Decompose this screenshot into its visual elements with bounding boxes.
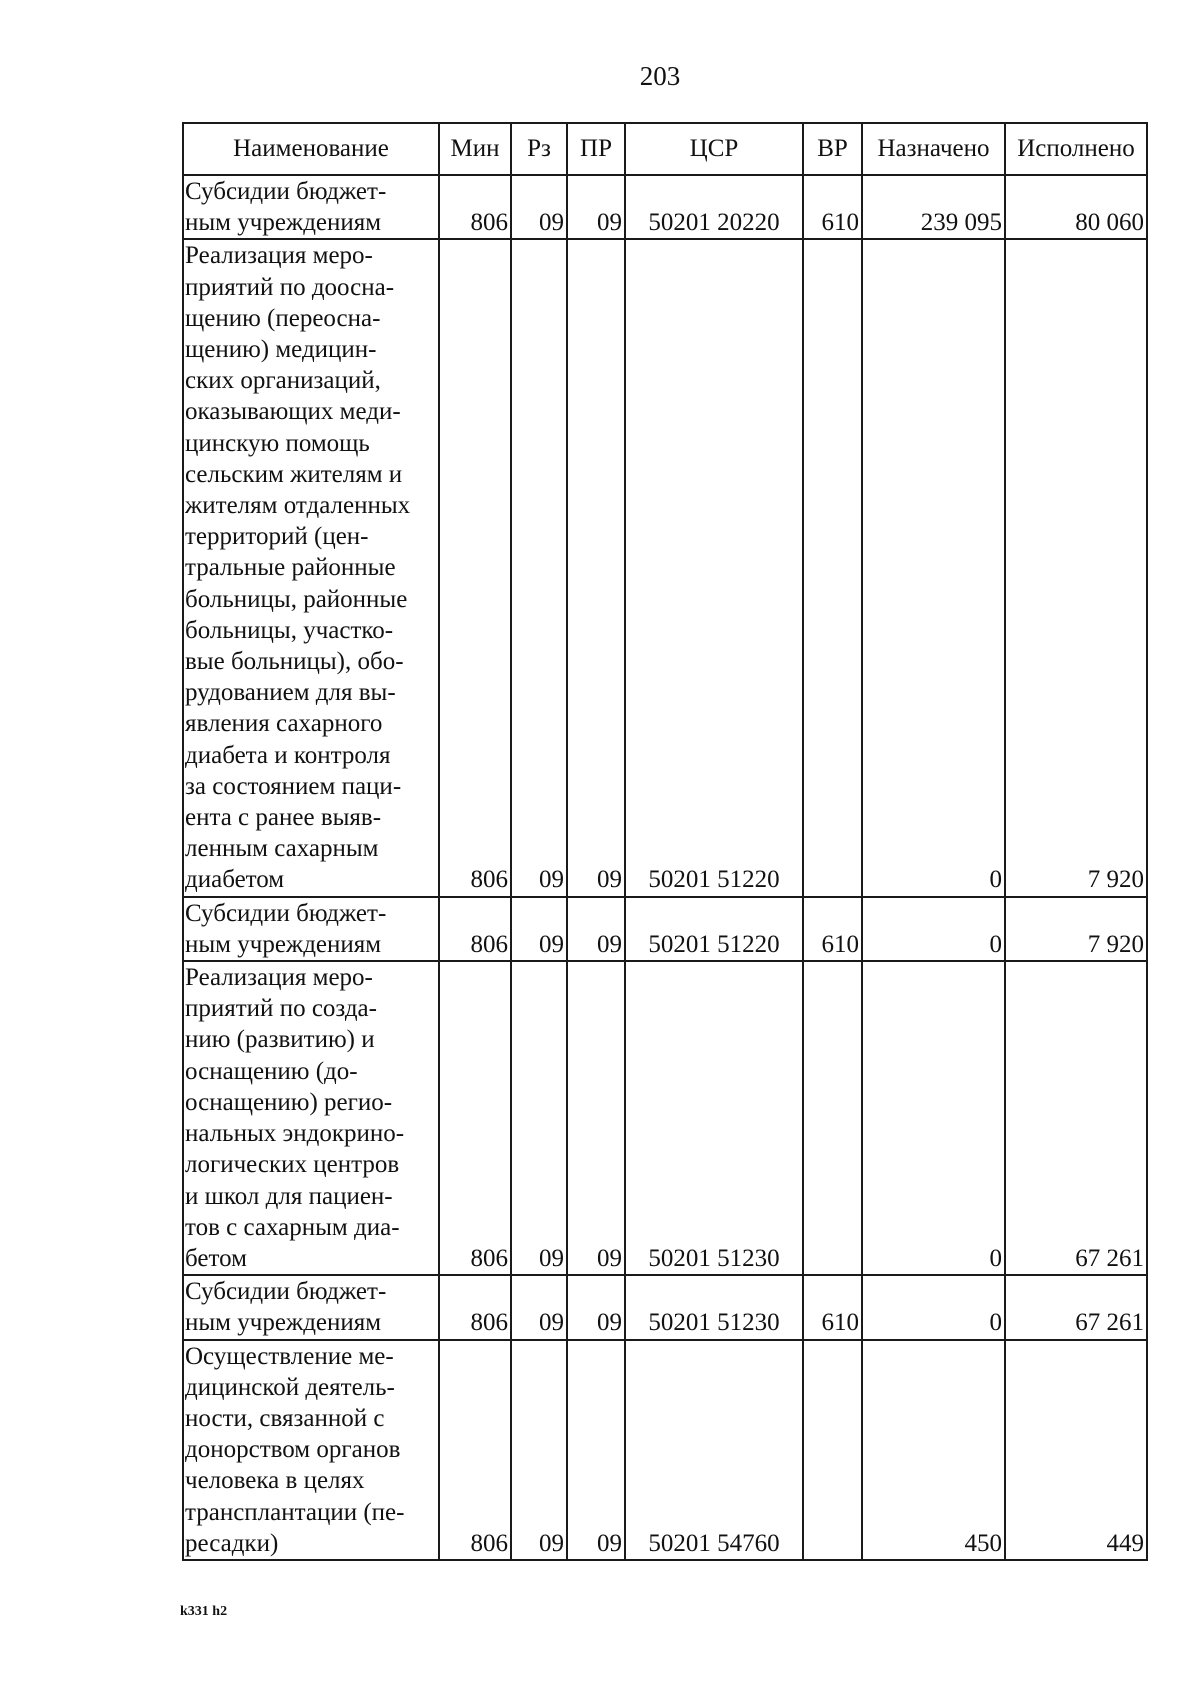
cell-csr: 50201 54760 bbox=[625, 1340, 803, 1560]
cell-vr bbox=[803, 1340, 862, 1560]
cell-executed: 449 bbox=[1005, 1340, 1147, 1560]
cell-rz: 09 bbox=[511, 961, 567, 1275]
cell-min: 806 bbox=[439, 897, 511, 961]
header-min: Мин bbox=[439, 123, 511, 175]
cell-pr: 09 bbox=[567, 239, 625, 896]
cell-assigned: 0 bbox=[862, 897, 1005, 961]
cell-rz: 09 bbox=[511, 897, 567, 961]
table-row bbox=[183, 961, 1147, 1275]
cell-pr: 09 bbox=[567, 1340, 625, 1560]
cell-rz: 09 bbox=[511, 239, 567, 896]
cell-name: Субсидии бюджет- ным учреждениям bbox=[183, 1275, 439, 1339]
cell-csr: 50201 51220 bbox=[625, 897, 803, 961]
cell-name: Осуществление ме- дицинской деятель- ности, связанной с донорством органов человека в целях трансплантации (пе- ресадки) bbox=[183, 1340, 439, 1560]
cell-pr: 09 bbox=[567, 1275, 625, 1339]
cell-assigned: 239 095 bbox=[862, 175, 1005, 239]
footer-code: k331 h2 bbox=[180, 1604, 228, 1619]
cell-vr: 610 bbox=[803, 175, 862, 239]
cell-name: Реализация меро- приятий по доосна- щению (переосна- щению) медицин- ских организаций, оказывающих меди- цинскую помощь сельским жителям и жителям отдаленных территорий (цен- тральные районные больницы, районные больницы, участко- вые больницы), обо- рудованием для вы- явления сахарного диабета и контроля за состоянием паци- ента с ранее выяв- ленным сахарным диабетом bbox=[183, 239, 439, 896]
cell-csr: 50201 51220 bbox=[625, 239, 803, 896]
cell-assigned: 0 bbox=[862, 961, 1005, 1275]
cell-assigned: 0 bbox=[862, 1275, 1005, 1339]
header-executed: Исполнено bbox=[1005, 123, 1147, 175]
cell-pr: 09 bbox=[567, 961, 625, 1275]
cell-name: Реализация меро- приятий по созда- нию (развитию) и оснащению (до- оснащению) регио- нальных эндокрино- логических центров и школ для пациен- тов с сахарным диа- бетом bbox=[183, 961, 439, 1275]
header-rz: Рз bbox=[511, 123, 567, 175]
header-assigned: Назначено bbox=[862, 123, 1005, 175]
cell-rz: 09 bbox=[511, 175, 567, 239]
header-pr: ПР bbox=[567, 123, 625, 175]
page-number: 203 bbox=[639, 61, 681, 91]
cell-assigned: 450 bbox=[862, 1340, 1005, 1560]
cell-min: 806 bbox=[439, 961, 511, 1275]
cell-vr: 610 bbox=[803, 897, 862, 961]
cell-assigned: 0 bbox=[862, 239, 1005, 896]
cell-executed: 7 920 bbox=[1005, 239, 1147, 896]
table-row bbox=[183, 239, 1147, 896]
cell-rz: 09 bbox=[511, 1340, 567, 1560]
table-body bbox=[183, 175, 1147, 1560]
budget-table bbox=[182, 122, 1148, 1561]
header-csr: ЦСР bbox=[625, 123, 803, 175]
cell-min: 806 bbox=[439, 1340, 511, 1560]
header-name: Наименование bbox=[183, 123, 439, 175]
cell-csr: 50201 51230 bbox=[625, 961, 803, 1275]
cell-rz: 09 bbox=[511, 1275, 567, 1339]
cell-executed: 80 060 bbox=[1005, 175, 1147, 239]
cell-csr: 50201 20220 bbox=[625, 175, 803, 239]
cell-executed: 67 261 bbox=[1005, 1275, 1147, 1339]
cell-vr: 610 bbox=[803, 1275, 862, 1339]
table-row bbox=[183, 1275, 1147, 1339]
cell-min: 806 bbox=[439, 1275, 511, 1339]
cell-pr: 09 bbox=[567, 175, 625, 239]
table-row bbox=[183, 1340, 1147, 1560]
cell-executed: 67 261 bbox=[1005, 961, 1147, 1275]
table-header-row bbox=[183, 123, 1147, 175]
cell-executed: 7 920 bbox=[1005, 897, 1147, 961]
cell-min: 806 bbox=[439, 175, 511, 239]
cell-vr bbox=[803, 961, 862, 1275]
cell-name: Субсидии бюджет- ным учреждениям bbox=[183, 897, 439, 961]
cell-name: Субсидии бюджет- ным учреждениям bbox=[183, 175, 439, 239]
cell-pr: 09 bbox=[567, 897, 625, 961]
cell-vr bbox=[803, 239, 862, 896]
table-row bbox=[183, 897, 1147, 961]
cell-min: 806 bbox=[439, 239, 511, 896]
cell-csr: 50201 51230 bbox=[625, 1275, 803, 1339]
table-row bbox=[183, 175, 1147, 239]
header-vr: ВР bbox=[803, 123, 862, 175]
